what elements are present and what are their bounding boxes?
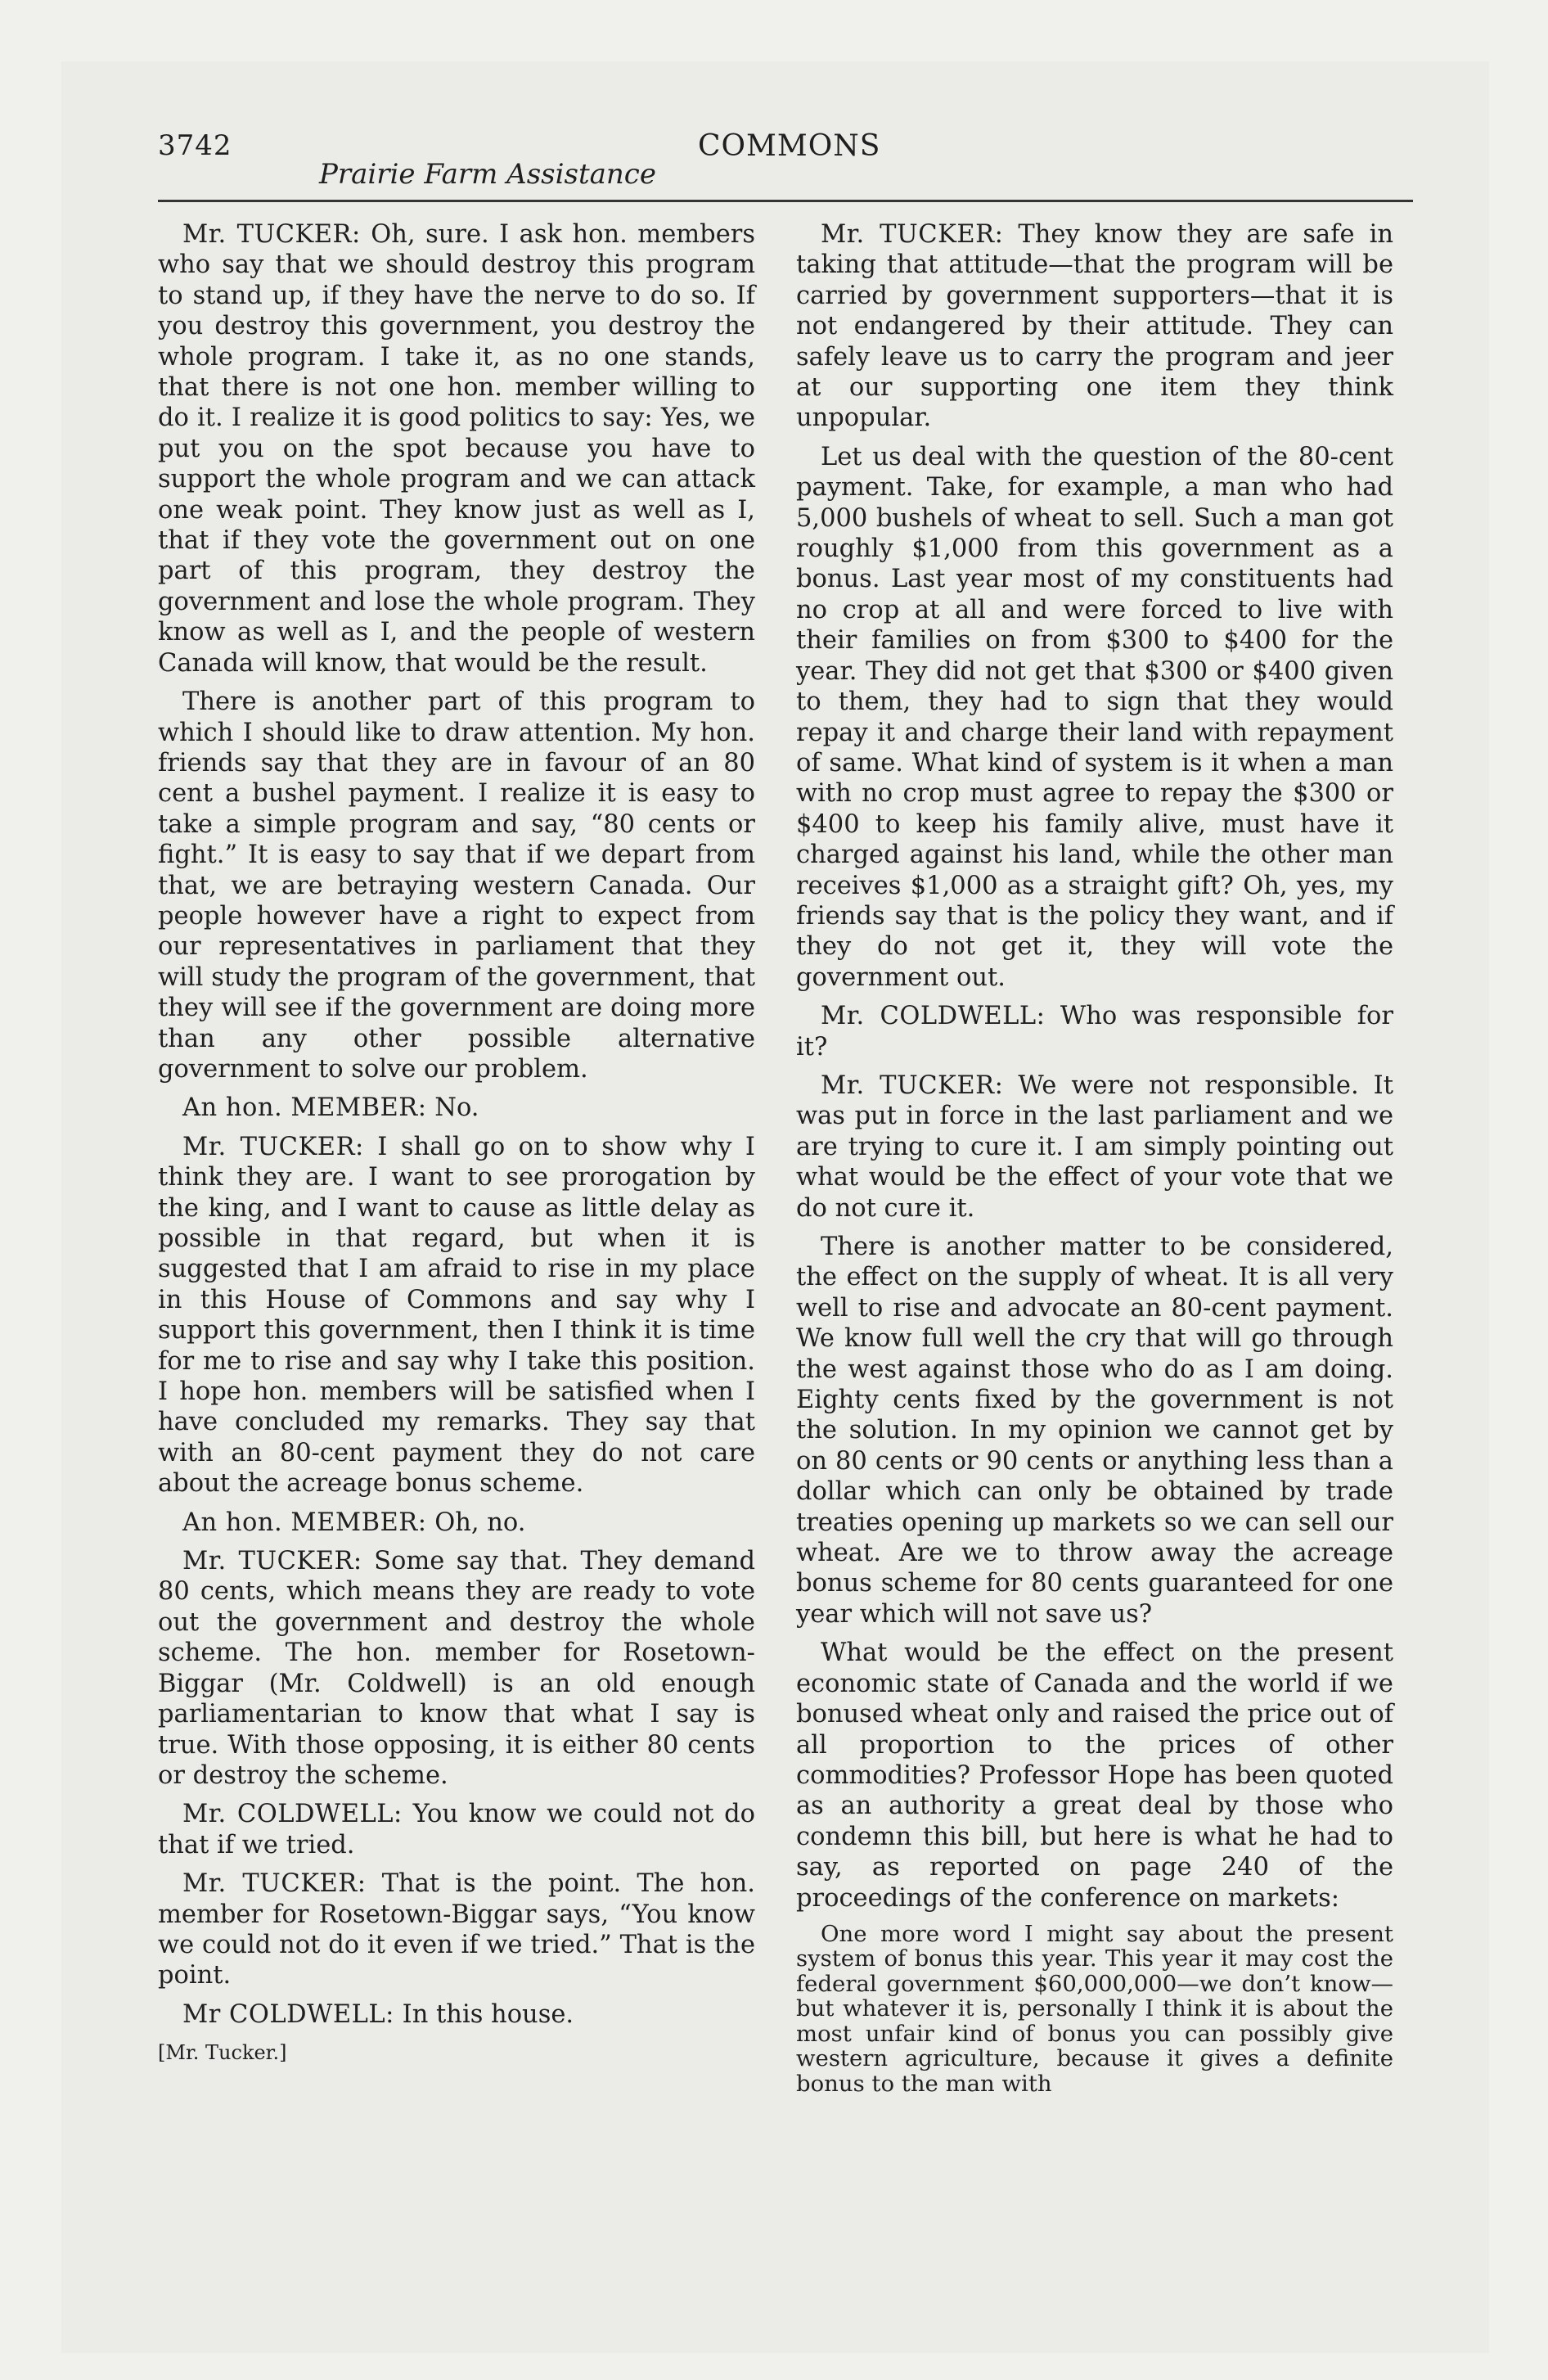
paragraph-text: There is another matter to be considered, the effect on the supply of wheat. It is all very well to rise and advocate an 80-cent payment. We know full well the cry that will go through the west against those who do as I am doing. Eighty cents fixed by the government is not the solution. In my opinion we cannot get by on 80 cents or 90 cents or anything less than a dollar which can only be obtained by trade treaties opening up markets so we can sell our wheat. Are we to throw away the acreage bonus scheme for 80 cents guaranteed for one year which will not save us? bbox=[796, 1233, 1393, 1629]
paragraph bbox=[796, 1071, 1393, 1224]
paragraph bbox=[158, 1546, 755, 1791]
paragraph bbox=[158, 1093, 755, 1123]
page-number: 3742 bbox=[158, 129, 232, 162]
speaker-name: An hon. MEMBER: bbox=[182, 1508, 427, 1537]
section-title: COMMONS bbox=[698, 129, 881, 163]
paragraph-text: Oh, no. bbox=[434, 1508, 526, 1537]
paragraph-text: Who was responsible for it? bbox=[796, 1002, 1394, 1062]
speaker-name: Mr. COLDWELL: bbox=[182, 1800, 403, 1829]
paragraph-text: That is the point. The hon. member for Rosetown-Biggar says, “You know we could not do it even if we tried.” That is the point. bbox=[158, 1869, 755, 1990]
paragraph-text: You know we could not do that if we tried. bbox=[158, 1800, 755, 1859]
paragraph bbox=[796, 1232, 1393, 1629]
paragraph bbox=[158, 1132, 755, 1499]
paragraph-text: What would be the effect on the present economic state of Canada and the world if we bonused wheat only and raised the price out of all proportion to the prices of other commodities? Professor Hope has been quoted as an authority a great deal by those who condemn this bill, but here is what he had to say, as reported on page 240 of the proceedings of the conference on markets: bbox=[796, 1639, 1393, 1913]
speaker-name: Mr. TUCKER: bbox=[182, 1132, 364, 1161]
speaker-name: Mr. TUCKER: bbox=[182, 220, 361, 249]
paragraph-text: Oh, sure. I ask hon. members who say that we should destroy this program to stand up, if they have the nerve to do so. If you destroy this government, you destroy the whole program. I take it, as no one stands, that there is not one hon. member willing to do it. I realize it is good politics to say: Yes, we put you on the spot because you have to support the whole program and we can attack one weak point. They know just as well as I, that if they vote the government out on one part of this program, they destroy the government and lose the whole program. They know as well as I, and the people of western Canada will know, that would be the result. bbox=[158, 220, 755, 678]
speaker-name: Mr. TUCKER: bbox=[182, 1547, 362, 1576]
right-column bbox=[796, 219, 1393, 2104]
paragraph bbox=[158, 687, 755, 1084]
speaker-name: Mr. TUCKER: bbox=[821, 220, 1004, 249]
paragraph-text: In this house. bbox=[402, 1999, 574, 2029]
paragraph bbox=[158, 1868, 755, 1991]
speaker-name: Mr. COLDWELL: bbox=[821, 1002, 1046, 1031]
paragraph bbox=[158, 1799, 755, 1860]
speaker-name: Mr. TUCKER: bbox=[821, 1071, 1004, 1100]
speaker-name: Mr. TUCKER: bbox=[182, 1869, 367, 1899]
paragraph bbox=[796, 1638, 1393, 1913]
speaker-name: An hon. MEMBER: bbox=[182, 1093, 427, 1123]
page-header bbox=[158, 121, 1413, 203]
speaker-footer: [Mr. Tucker.] bbox=[158, 2041, 287, 2065]
paragraph-text: There is another part of this program to which I should like to draw attention. My hon. friends say that they are in favour of an 80 cent a bushel payment. I realize it is easy to take a simple program and say, “80 cents or fight.” It is easy to say that if we depart from that, we are betraying western Canada. Our people however have a right to expect from our representatives in parliament that they will study the program of the government, that they will see if the government are doing more than any other possible alternative government to solve our problem. bbox=[158, 687, 755, 1084]
speaker-name: Mr COLDWELL: bbox=[182, 1999, 394, 2029]
paragraph bbox=[796, 1001, 1393, 1062]
paragraph bbox=[796, 442, 1393, 993]
paragraph-text: We were not responsible. It was put in force in the last parliament and we are trying to cure it. I am simply pointing out what would be the effect of your vote that we do not cure it. bbox=[796, 1071, 1393, 1223]
paragraph-text: They know they are safe in taking that attitude—that the program will be carried by government supporters—that it is not endangered by their attitude. They can safely leave us to carry the program and jeer at our supporting one item they think unpopular. bbox=[796, 220, 1394, 433]
header-rule bbox=[158, 200, 1413, 202]
paragraph bbox=[158, 219, 755, 678]
paragraph-text: No. bbox=[434, 1093, 479, 1123]
paragraph bbox=[796, 219, 1393, 434]
paragraph-text: Some say that. They demand 80 cents, which means they are ready to vote out the government and destroy the whole scheme. The hon. member for Rosetown-Biggar (Mr. Coldwell) is an old enough parliamentarian to know that what I say is true. With those opposing, it is either 80 cents or destroy the scheme. bbox=[158, 1547, 755, 1790]
paragraph-text: I shall go on to show why I think they are. I want to see prorogation by the king, and I want to cause as little delay as possible in that regard, but when it is suggested that I am afraid to rise in my place in this House of Commons and say why I support this government, then I think it is time for me to rise and say why I take this position. I hope hon. members will be satisfied when I have concluded my remarks. They say that with an 80-cent payment they do not care about the acreage bonus scheme. bbox=[158, 1132, 755, 1499]
paragraph-text: Let us deal with the question of the 80-cent payment. Take, for example, a man who had 5,000 bushels of wheat to sell. Such a man got roughly $1,000 from this government as a bonus. Last year most of my constituents had no crop at all and were forced to live with their families on from $300 to $400 for the year. They did not get that $300 or $400 given to them, they had to sign that they would repay it and charge their land with repayment of same. What kind of system is it when a man with no crop must agree to repay the $300 or $400 to keep his family alive, must have it charged against his land, while the other man receives $1,000 as a straight gift? Oh, yes, my friends say that is the policy they want, and if they do not get it, they will vote the government out. bbox=[796, 442, 1393, 992]
running-head: Prairie Farm Assistance bbox=[319, 158, 656, 191]
paragraph bbox=[158, 1999, 755, 2030]
left-column bbox=[158, 219, 755, 2077]
block-quote: One more word I might say about the present system of bonus this year. This year it may cost the federal government $60,000,000—we don’t know—but whatever it is, personally I think it is about the most unfair kind of bonus you can possibly give western agriculture, because it gives a definite bonus to the man with bbox=[796, 1920, 1393, 2097]
paragraph bbox=[158, 1508, 755, 1538]
